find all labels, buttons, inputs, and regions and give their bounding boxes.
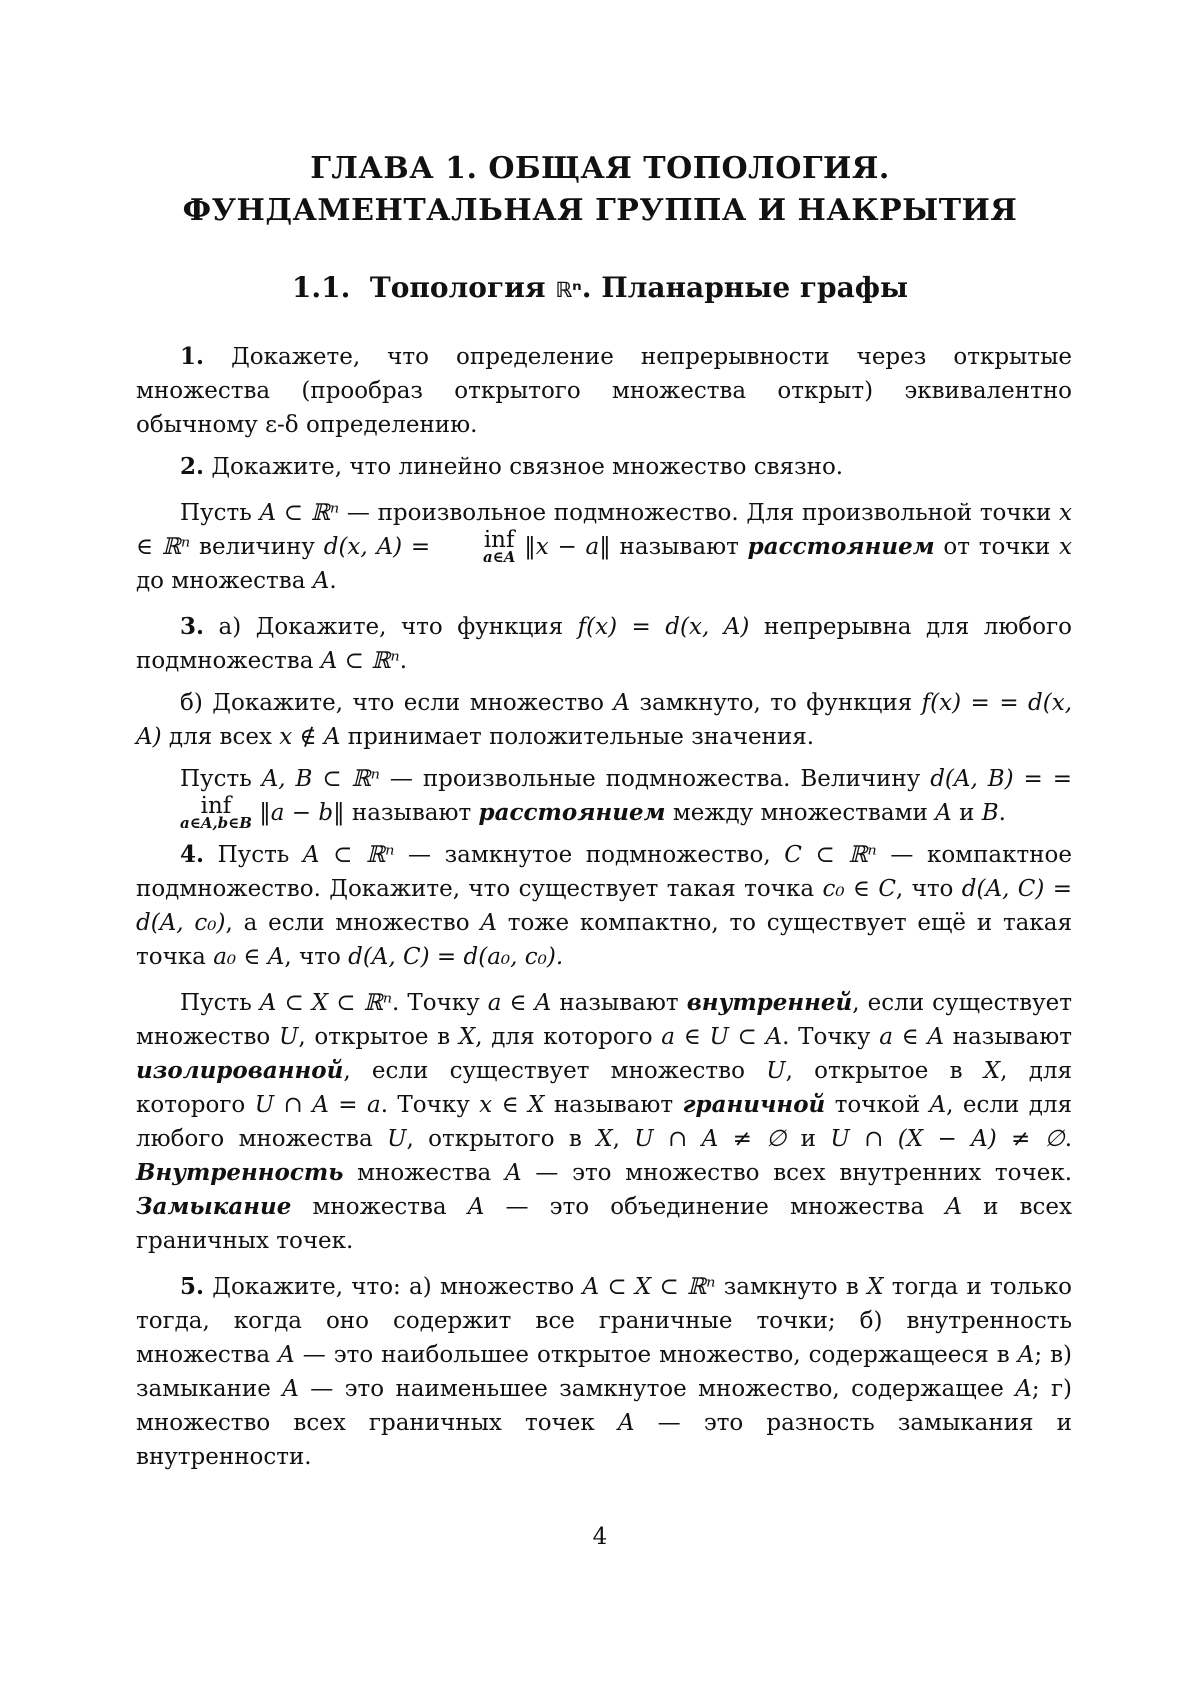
math-expression: X <box>596 1126 613 1152</box>
text-run: и всех граничных точек. <box>136 1194 1072 1254</box>
inf-subscript: a∈A,b∈B <box>180 814 252 832</box>
text-run: Пусть <box>180 500 260 526</box>
defined-term: Замыкание <box>136 1193 292 1220</box>
math-expression: A <box>278 1342 295 1368</box>
math-expression: f(x) = <box>921 690 990 716</box>
defined-term: внутренней <box>686 989 853 1016</box>
math-expression: d(A, C) = d(A, c₀) <box>136 876 1072 936</box>
text-run: . Точку <box>392 990 488 1016</box>
chapter-title-line1: ГЛАВА 1. ОБЩАЯ ТОПОЛОГИЯ. <box>310 151 890 186</box>
text-run: ; в) замыкание <box>136 1342 1072 1402</box>
text-run: Докажите, что: а) множество <box>204 1274 583 1300</box>
text-run: тоже компактно, то существует ещё и такая точка <box>136 910 1072 970</box>
defined-term: граничной <box>682 1091 826 1118</box>
math-expression: X <box>867 1274 884 1300</box>
math-expression: d(A, B) = <box>930 766 1043 792</box>
section-title-math: ℝⁿ <box>555 278 582 302</box>
text-run: , открытое в <box>298 1024 459 1050</box>
text-run: замкнуто в <box>715 1274 868 1300</box>
math-expression: ‖a − b‖ <box>259 800 345 826</box>
section-title <box>0 270 1200 308</box>
problem-3b <box>136 686 1072 754</box>
math-expression: A <box>945 1194 962 1220</box>
math-expression: A <box>1015 1376 1032 1402</box>
text-run: , открытого в <box>406 1126 597 1152</box>
text-run: , если существует множество <box>343 1058 767 1084</box>
math-expression: A <box>617 1410 635 1436</box>
text-run: точкой <box>825 1092 930 1118</box>
problem-4 <box>136 838 1072 974</box>
text-run: — это наименьшее замкнутое множество, содержащее <box>298 1376 1016 1402</box>
problem-3a: 3. а) Докажите, что функция f(x) = d(x, A) непрерывна для любого подмножества A ⊂ ℝⁿ. <box>136 613 1072 674</box>
math-expression: A <box>480 910 497 936</box>
math-expression: A ⊂ ℝⁿ <box>320 648 400 674</box>
text-run: от точки <box>934 534 1059 560</box>
text-run: принимает положительные значения. <box>340 724 815 750</box>
math-expression: U <box>387 1126 407 1152</box>
problem-number: 2. <box>180 453 205 480</box>
math-expression: X <box>458 1024 476 1050</box>
text-run: называют <box>943 1024 1072 1050</box>
text-run: между множествами <box>665 800 936 826</box>
section-title-post: . Планарные графы <box>581 271 909 304</box>
text-run: а) Докажите, что функция <box>204 614 578 640</box>
text-run: — замкнутое подмножество, <box>394 842 785 868</box>
problem-1 <box>136 340 1072 442</box>
math-expression: a₀ ∈ A <box>213 944 285 970</box>
text-run: множества <box>291 1194 468 1220</box>
math-expression: c₀ ∈ C <box>822 876 896 902</box>
text-run: , <box>612 1126 635 1152</box>
math-expression: X <box>983 1058 1001 1084</box>
text-run: замкнуто, то функция <box>630 690 922 716</box>
text-run: — компактное подмножество. Докажите, что существует такая точка <box>136 842 1072 902</box>
text-run: , что <box>284 944 349 970</box>
defined-term: расстоянием <box>478 799 666 826</box>
math-expression: A, B ⊂ ℝⁿ <box>261 766 380 792</box>
math-expression: A <box>312 568 330 594</box>
math-expression: A ⊂ X ⊂ ℝⁿ <box>582 1274 716 1300</box>
math-expression: U ∩ A ≠ ∅ <box>634 1126 787 1152</box>
text-run: , если существует множество <box>136 990 1072 1050</box>
inf-symbol: inf <box>483 527 515 553</box>
math-expression: f(x) = d(x, A) <box>577 614 750 640</box>
problem-number: 5. <box>180 1273 205 1300</box>
page-body <box>136 340 1072 1482</box>
text-run: , для которого <box>136 1058 1073 1118</box>
math-expression: A <box>929 1092 947 1118</box>
math-expression: d(x, A) = <box>323 534 431 560</box>
chapter-title-line2: ФУНДАМЕНТАЛЬНАЯ ГРУППА И НАКРЫТИЯ <box>182 193 1018 228</box>
text-run: — произвольные подмножества. Величину <box>379 766 931 792</box>
text-run: называют <box>344 800 479 826</box>
math-expression: x ∉ A <box>279 724 341 750</box>
defined-term: изолированной <box>136 1057 344 1084</box>
inf-symbol: inf <box>200 793 232 819</box>
math-expression: A <box>504 1160 522 1186</box>
math-expression: A <box>467 1194 485 1220</box>
text-run: , если для любого множества <box>136 1092 1072 1152</box>
text-run: Пусть <box>204 842 303 868</box>
math-expression: A ⊂ ℝⁿ <box>259 500 340 526</box>
math-expression: d(A, C) = d(a₀, c₀). <box>348 944 564 970</box>
math-expression: U <box>766 1058 786 1084</box>
math-expression: A <box>1017 1342 1035 1368</box>
section-number: 1.1. <box>291 271 351 304</box>
problem-2 <box>136 450 1072 484</box>
text-run: — произвольное подмножество. Для произвольной точки <box>339 500 1060 526</box>
math-expression: ‖x − a‖ <box>524 534 611 560</box>
definition-point-distance: Пусть A ⊂ ℝⁿ — произвольное подмножество. Для произвольной точки x ∈ ℝⁿ величину d(x, A) = inf a∈A ‖x − a‖ называют расстоянием от точки x до множества A. <box>136 500 1072 594</box>
problem-5 <box>136 1270 1072 1474</box>
text-run: — это наибольшее открытое множество, содержащееся в <box>294 1342 1018 1368</box>
math-expression: = <box>1052 766 1073 792</box>
problem-number: 1. <box>180 343 205 370</box>
chapter-title <box>0 148 1200 232</box>
defined-term: Внутренность <box>136 1159 344 1186</box>
math-expression: a ∈ A <box>879 1024 944 1050</box>
text-run: Пусть <box>180 766 262 792</box>
math-expression: A <box>282 1376 299 1402</box>
infimum-operator <box>439 527 516 566</box>
text-run: и <box>951 800 982 826</box>
problem-number: 4. <box>180 841 205 868</box>
section-title-pre: Топология <box>369 271 556 304</box>
math-expression: x ∈ ℝⁿ <box>136 500 1072 560</box>
problem-number: 3. <box>180 613 205 640</box>
math-expression: A ⊂ ℝⁿ <box>302 842 395 868</box>
text-run: множества <box>343 1160 505 1186</box>
text-run: Пусть <box>180 990 260 1016</box>
text-run: , а если множество <box>225 910 481 936</box>
text-run: называют <box>544 1092 683 1118</box>
text-run: непрерывна для любого подмножества <box>136 614 1072 674</box>
text-run: ; г) множество всех граничных точек <box>136 1376 1073 1436</box>
math-expression: C ⊂ ℝⁿ <box>784 842 877 868</box>
defined-term: расстоянием <box>747 533 935 560</box>
math-expression: x ∈ X <box>479 1092 545 1118</box>
text-run: до множества <box>136 568 313 594</box>
math-expression: x <box>1059 534 1072 560</box>
math-expression: a ∈ U ⊂ A <box>661 1024 783 1050</box>
text-run: для всех <box>161 724 280 750</box>
definition-set-distance: Пусть A, B ⊂ ℝⁿ — произвольные подмножества. Величину d(A, B) = = inf a∈A,b∈B ‖a − b‖ называют расстоянием между множествами A и B. <box>136 762 1072 830</box>
text-run: — это объединение множества <box>484 1194 946 1220</box>
problem-text: Докажите, что линейно связное множество связно. <box>204 454 844 480</box>
page-number: 4 <box>592 1524 608 1550</box>
text-run: — это разность замыкания и внутренности. <box>136 1410 1072 1470</box>
text-run: . <box>1064 1126 1073 1152</box>
text-run: , открытое в <box>785 1058 984 1084</box>
problem-text: Докажете, что определение непрерывности через открытые множества (прообраз открытого множества открыт) эквивалентно обычному ε-δ определению. <box>136 344 1072 438</box>
text-run: — это множество всех внутренних точек. <box>521 1160 1073 1186</box>
text-run: , что <box>895 876 962 902</box>
text-run: называют <box>610 534 748 560</box>
math-expression: U ∩ A = a <box>254 1092 381 1118</box>
text-run: . Точку <box>782 1024 880 1050</box>
math-expression: A <box>935 800 952 826</box>
math-expression: = d(x, A) <box>136 690 1073 750</box>
math-expression: A <box>613 690 631 716</box>
inf-subscript: a∈A <box>482 548 516 566</box>
text-run: и <box>786 1126 831 1152</box>
text-run: , для которого <box>475 1024 662 1050</box>
math-expression: A ⊂ X ⊂ ℝⁿ <box>259 990 393 1016</box>
text-run: б) Докажите, что если множество <box>180 690 614 716</box>
text-run: . Точку <box>380 1092 480 1118</box>
math-expression: U ∩ (X − A) ≠ ∅ <box>830 1126 1065 1152</box>
definition-point-types <box>136 986 1072 1258</box>
text-run: называют <box>551 990 687 1016</box>
text-run: тогда и только тогда, когда оно содержит все граничные точки; б) внутренность множества <box>136 1274 1072 1368</box>
math-expression: B <box>981 800 999 826</box>
math-expression: a ∈ A <box>487 990 552 1016</box>
infimum-operator <box>136 793 252 832</box>
math-expression: U <box>278 1024 299 1050</box>
text-run: величину <box>190 534 324 560</box>
